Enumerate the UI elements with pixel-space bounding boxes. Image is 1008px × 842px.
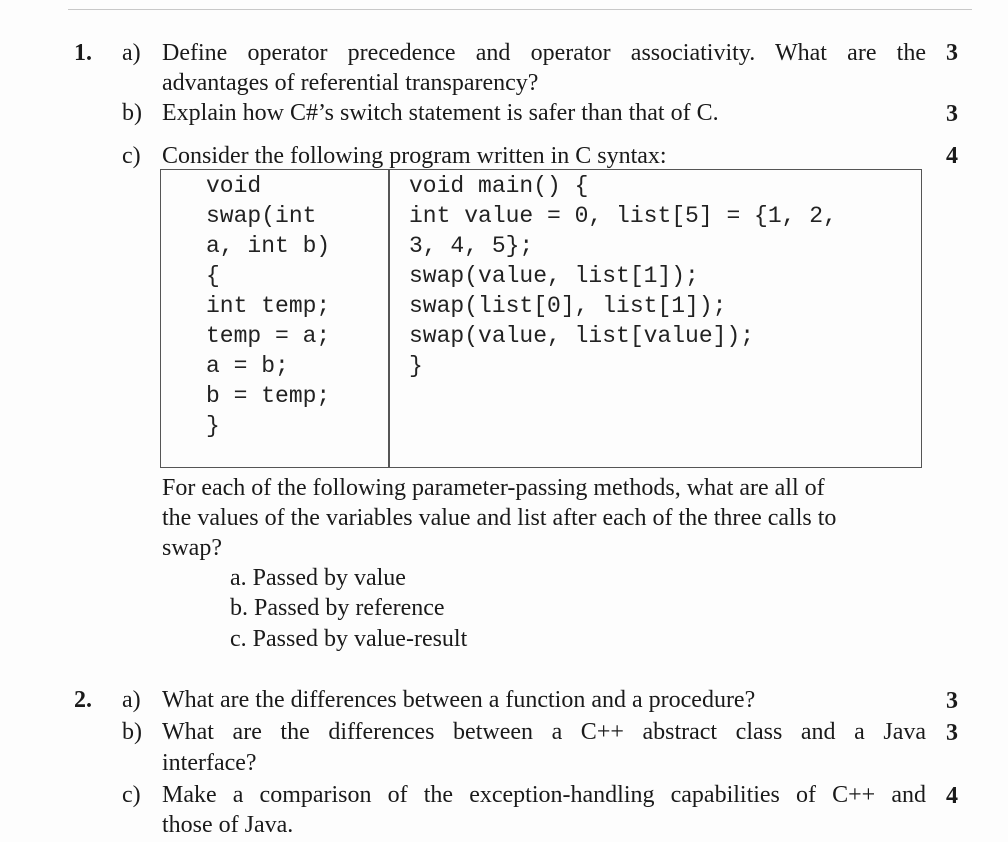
question-1-number: 1. (74, 40, 92, 66)
code-left-line-1: void (206, 173, 262, 199)
q2b-marks: 3 (946, 720, 958, 746)
q1a-marks: 3 (946, 40, 958, 66)
q1a-line2: advantages of referential transparency? (162, 70, 539, 96)
q1c-para-line1: For each of the following parameter-passing methods, what are all of (162, 475, 825, 501)
code-table-divider (388, 169, 390, 468)
code-left-line-4: { (206, 263, 220, 289)
q2c-line1: Make a comparison of the exception-handling capabilities of C++ and (162, 782, 926, 808)
question-2-number: 2. (74, 687, 92, 713)
q1b-marks: 3 (946, 101, 958, 127)
code-right-line-1: void main() { (409, 173, 589, 199)
code-right-line-7: } (409, 353, 423, 379)
code-left-line-7: a = b; (206, 353, 289, 379)
q1c-text: Consider the following program written in C syntax: (162, 143, 667, 169)
q1a-letter: a) (122, 40, 141, 66)
q2c-marks: 4 (946, 783, 958, 809)
code-left-line-8: b = temp; (206, 383, 331, 409)
q2a-text: What are the differences between a function and a procedure? (162, 687, 756, 713)
q2a-letter: a) (122, 687, 141, 713)
q2b-line1: What are the differences between a C++ abstract class and a Java (162, 719, 926, 745)
option-passed-by-reference: b. Passed by reference (230, 595, 445, 621)
code-left-line-2: swap(int (206, 203, 317, 229)
code-left-line-6: temp = a; (206, 323, 331, 349)
code-right-line-2: int value = 0, list[5] = {1, 2, (409, 203, 837, 229)
q1c-para-line3: swap? (162, 535, 222, 561)
code-right-line-6: swap(value, list[value]); (409, 323, 755, 349)
code-left-line-5: int temp; (206, 293, 331, 319)
top-rule (68, 9, 972, 10)
q2b-line2: interface? (162, 750, 257, 776)
option-passed-by-value: a. Passed by value (230, 565, 406, 591)
q1c-marks: 4 (946, 143, 958, 169)
q2a-marks: 3 (946, 688, 958, 714)
q2b-letter: b) (122, 719, 142, 745)
q1b-text: Explain how C#’s switch statement is safer than that of C. (162, 100, 719, 126)
q1c-letter: c) (122, 143, 141, 169)
code-left-line-9: } (206, 413, 220, 439)
code-right-line-4: swap(value, list[1]); (409, 263, 699, 289)
q2c-letter: c) (122, 782, 141, 808)
option-passed-by-value-result: c. Passed by value-result (230, 626, 468, 652)
q1c-para-line2: the values of the variables value and list after each of the three calls to (162, 505, 837, 531)
code-right-line-5: swap(list[0], list[1]); (409, 293, 727, 319)
q1b-letter: b) (122, 100, 142, 126)
q1a-line1: Define operator precedence and operator associativity. What are the (162, 40, 926, 66)
code-left-line-3: a, int b) (206, 233, 331, 259)
code-right-line-3: 3, 4, 5}; (409, 233, 534, 259)
q2c-line2: those of Java. (162, 812, 294, 838)
